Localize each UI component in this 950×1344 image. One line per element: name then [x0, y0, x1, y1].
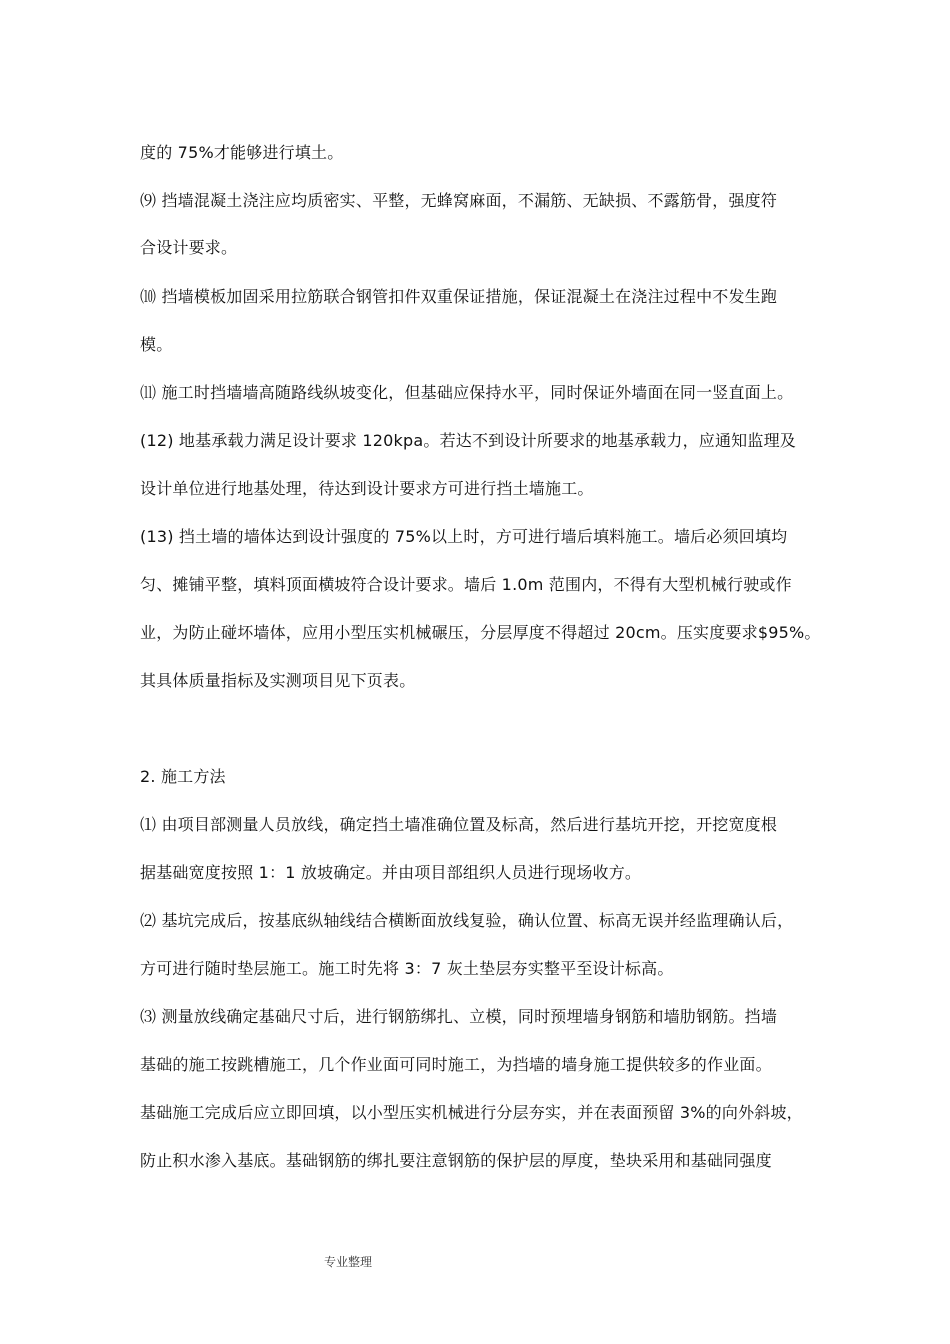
- text-line: 度的 75%才能够进行填土。: [140, 143, 344, 162]
- text-line: 基础的施工按跳槽施工，几个作业面可同时施工，为挡墙的墙身施工提供较多的作业面。: [140, 1055, 772, 1074]
- text-line: ⑽ 挡墙模板加固采用拉筋联合钢管扣件双重保证措施，保证混凝土在浇注过程中不发生跑: [140, 287, 778, 306]
- section-heading: 2. 施工方法: [140, 767, 226, 786]
- text-line: 方可进行随时垫层施工。施工时先将 3：7 灰土垫层夯实整平至设计标高。: [140, 959, 674, 978]
- text-line: (12) 地基承载力满足设计要求 120kpa。若达不到设计所要求的地基承载力，应通知监理及: [140, 431, 796, 450]
- text-line: 其具体质量指标及实测项目见下页表。: [140, 671, 416, 690]
- text-line: 模。: [140, 335, 173, 354]
- page-footer: 专业整理: [324, 1255, 373, 1269]
- text-line: ⑵ 基坑完成后，按基底纵轴线结合横断面放线复验，确认位置、标高无误并经监理确认后，: [140, 911, 794, 930]
- text-line: 据基础宽度按照 1：1 放坡确定。并由项目部组织人员进行现场收方。: [140, 863, 642, 882]
- text-line: ⑶ 测量放线确定基础尺寸后，进行钢筋绑扎、立模，同时预埋墙身钢筋和墙肋钢筋。挡墙: [140, 1007, 778, 1026]
- text-line: 防止积水渗入基底。基础钢筋的绑扎要注意钢筋的保护层的厚度，垫块采用和基础同强度: [140, 1151, 772, 1170]
- text-line: 合设计要求。: [140, 238, 238, 257]
- text-line: ⑴ 由项目部测量人员放线，确定挡土墙准确位置及标高，然后进行基坑开挖，开挖宽度根: [140, 815, 778, 834]
- text-line: 基础施工完成后应立即回填，以小型压实机械进行分层夯实，并在表面预留 3%的向外斜坡，: [140, 1103, 803, 1122]
- text-line: (13) 挡土墙的墙体达到设计强度的 75%以上时，方可进行墙后填料施工。墙后必须回填均: [140, 527, 788, 546]
- text-line: 业，为防止碰坏墙体，应用小型压实机械碾压，分层厚度不得超过 20cm。压实度要求$95%。: [140, 623, 821, 642]
- text-line: ⑾ 施工时挡墙墙高随路线纵坡变化，但基础应保持水平，同时保证外墙面在同一竖直面上。: [140, 383, 794, 402]
- text-line: 设计单位进行地基处理，待达到设计要求方可进行挡土墙施工。: [140, 479, 594, 498]
- text-line: ⑼ 挡墙混凝土浇注应均质密实、平整，无蜂窝麻面，不漏筋、无缺损、不露筋骨，强度符: [140, 191, 778, 210]
- text-line: 匀、摊铺平整，填料顶面横坡符合设计要求。墙后 1.0m 范围内，不得有大型机械行驶或作: [140, 575, 792, 594]
